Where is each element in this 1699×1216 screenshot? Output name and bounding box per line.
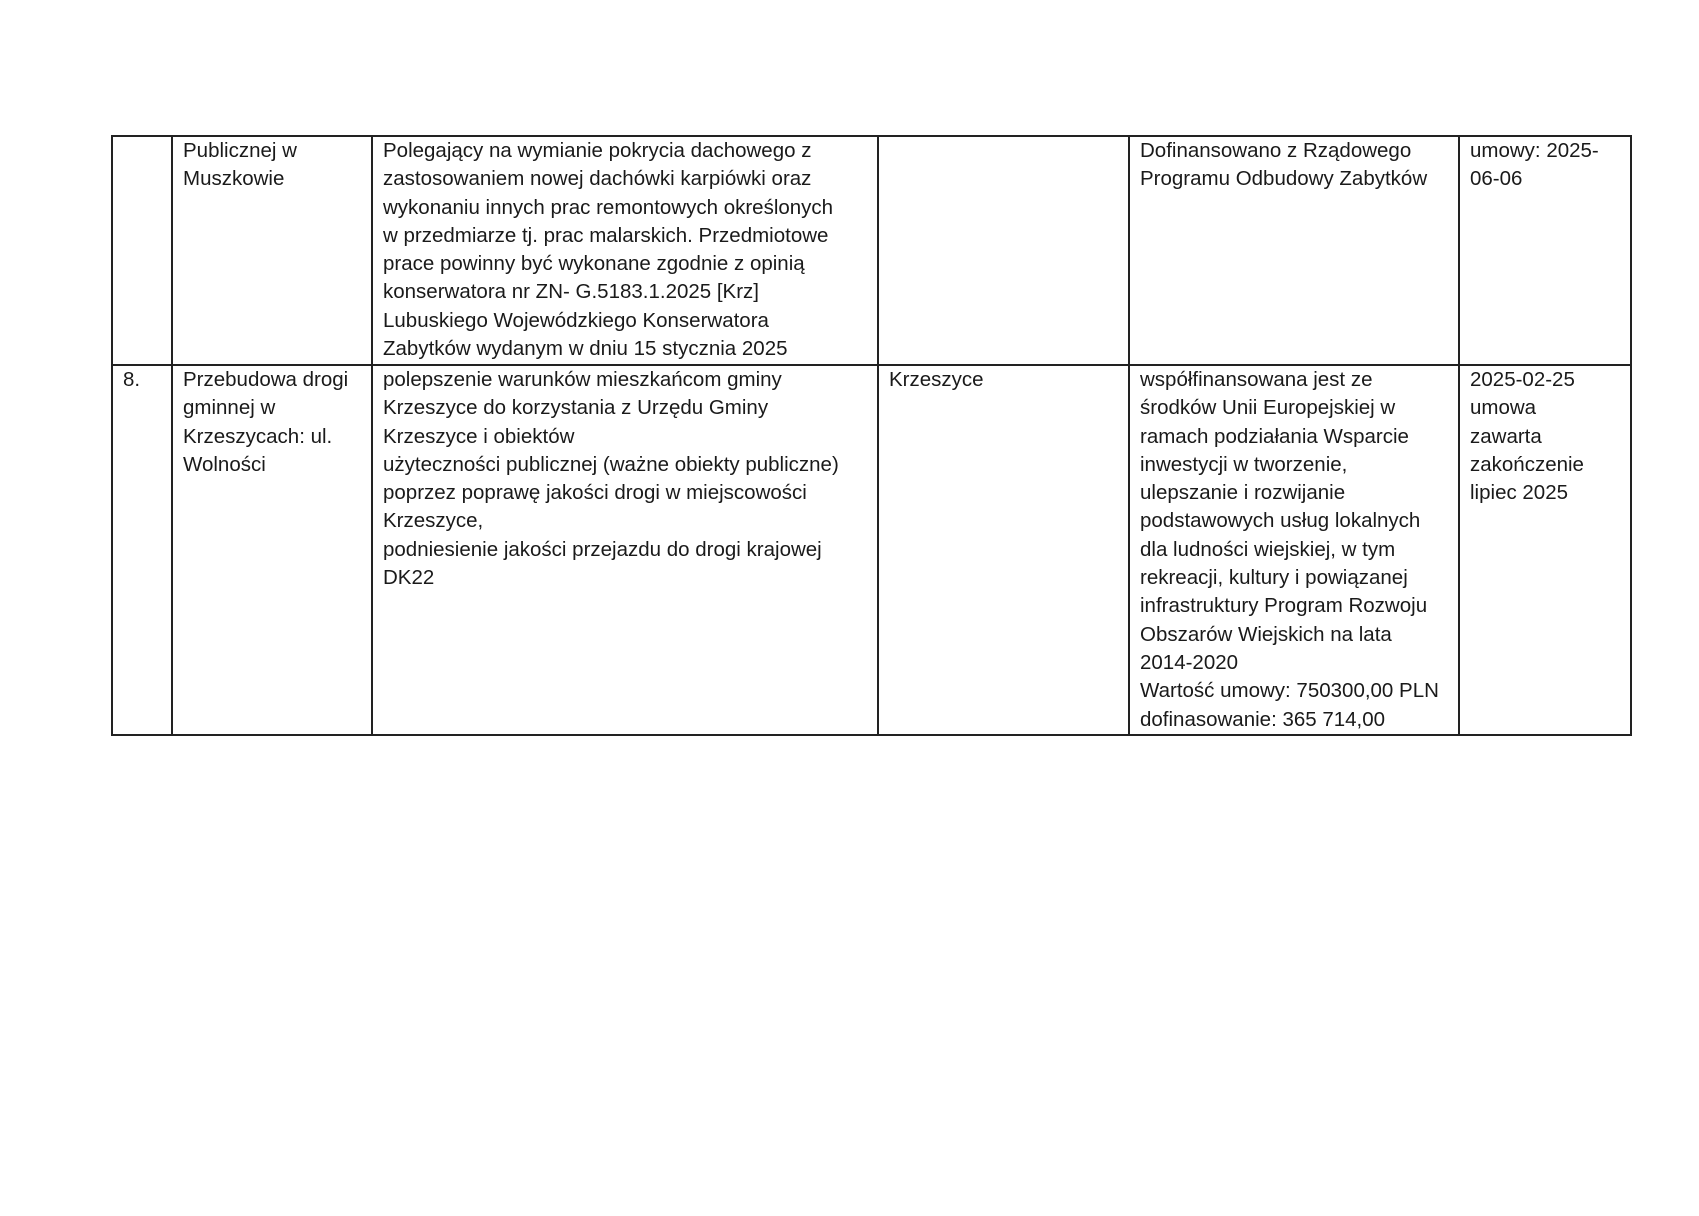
investments-table bbox=[111, 135, 1632, 736]
cell-funding: współfinansowana jest ze środków Unii Europejskiej w ramach podziałania Wsparcie inwestycji w tworzenie, ulepszanie i rozwijanie podstawowych usług lokalnych dla ludności wiejskiej, w tym rekreacji, kultury i powiązanej infrastruktury Program Rozwoju Obszarów Wiejskich na lata 2014-2020 Wartość umowy: 750300,00 PLN dofinasowanie: 365 714,00 bbox=[1129, 365, 1459, 735]
cell-project-name: Przebudowa drogi gminnej w Krzeszycach: ul. Wolności bbox=[172, 365, 372, 735]
table-row bbox=[112, 365, 1631, 735]
cell-date: umowy: 2025- 06-06 bbox=[1459, 136, 1631, 365]
table-row bbox=[112, 136, 1631, 365]
cell-date: 2025-02-25 umowa zawarta zakończenie lipiec 2025 bbox=[1459, 365, 1631, 735]
cell-funding: Dofinansowano z Rządowego Programu Odbudowy Zabytków bbox=[1129, 136, 1459, 365]
cell-description: Polegający na wymianie pokrycia dachowego z zastosowaniem nowej dachówki karpiówki oraz wykonaniu innych prac remontowych określonych w przedmiarze tj. prac malarskich. Przedmiotowe prace powinny być wykonane zgodnie z opinią konserwatora nr ZN- G.5183.1.2025 [Krz] Lubuskiego Wojewódzkiego Konserwatora Zabytków wydanym w dniu 15 stycznia 2025 bbox=[372, 136, 878, 365]
cell-number: 8. bbox=[112, 365, 172, 735]
cell-project-name: Publicznej w Muszkowie bbox=[172, 136, 372, 365]
cell-location: Krzeszyce bbox=[878, 365, 1129, 735]
cell-description: polepszenie warunków mieszkańcom gminy Krzeszyce do korzystania z Urzędu Gminy Krzeszyce i obiektów użyteczności publicznej (ważne obiekty publiczne) poprzez poprawę jakości drogi w miejscowości Krzeszyce, podniesienie jakości przejazdu do drogi krajowej DK22 bbox=[372, 365, 878, 735]
cell-location bbox=[878, 136, 1129, 365]
cell-number bbox=[112, 136, 172, 365]
